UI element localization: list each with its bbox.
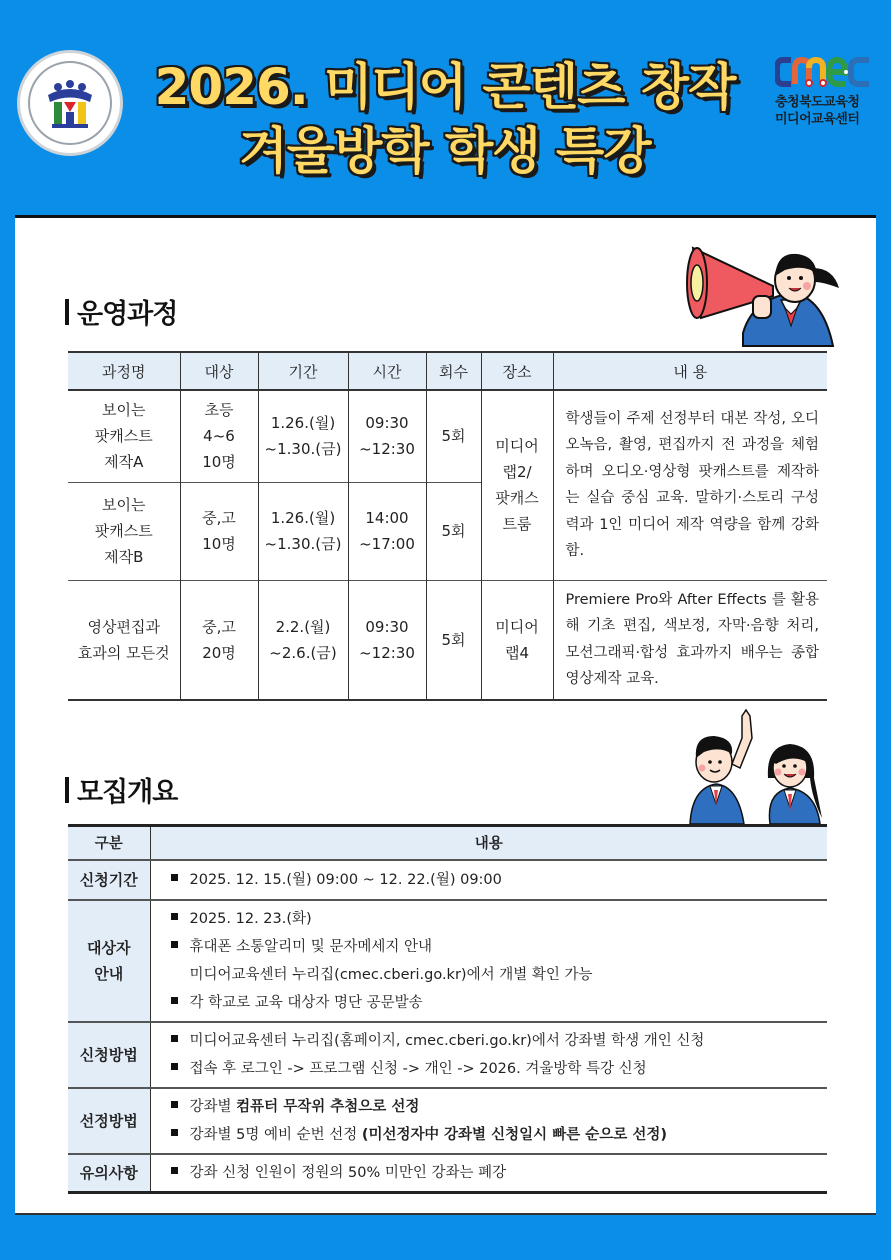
- col-place: 장소: [481, 352, 553, 390]
- course-description: 학생들이 주제 선정부터 대본 작성, 오디오녹음, 촬영, 편집까지 전 과정을 체험하며 오디오·영상형 팟캐스트를 제작하는 실습 중심 교육. 말하기·스토리 구성력과 1인 미디어 제작 역량을 함께 강화함.: [553, 390, 827, 580]
- course-count: 5회: [426, 482, 481, 580]
- course-target: 중,고 10명: [180, 482, 258, 580]
- list-item: 강좌 신청 인원이 정원의 50% 미만인 강좌는 폐강: [171, 1159, 828, 1187]
- list-item: 각 학교로 교육 대상자 명단 공문발송: [171, 989, 828, 1017]
- cmec-logo-icon: [775, 56, 873, 88]
- course-place: 미디어 랩4: [481, 580, 553, 700]
- recruitment-table: [68, 824, 827, 1194]
- col-details: 내용: [150, 826, 827, 860]
- course-target: 초등 4~6 10명: [180, 390, 258, 482]
- section-title-recruitment: 모집개요: [65, 770, 177, 809]
- bullet-icon: [171, 913, 178, 920]
- section-bar: [65, 777, 69, 803]
- row-content: [150, 860, 827, 900]
- table-row: [68, 580, 827, 700]
- course-name: 보이는 팟캐스트 제작A: [68, 390, 180, 482]
- list-item: 휴대폰 소통알리미 및 문자메세지 안내: [171, 933, 828, 961]
- org-name-line-2: 미디어교육센터: [775, 112, 860, 127]
- bullet-icon: [171, 874, 178, 881]
- course-period: 1.26.(월) ~1.30.(금): [258, 390, 348, 482]
- megaphone-girl-illustration: [673, 238, 843, 350]
- row-content: [150, 1022, 827, 1088]
- row-label: 신청기간: [68, 860, 150, 900]
- course-count: 5회: [426, 390, 481, 482]
- bullet-icon: [171, 1129, 178, 1136]
- course-period: 1.26.(월) ~1.30.(금): [258, 482, 348, 580]
- page-title: [120, 55, 770, 183]
- bullet-icon: [171, 1063, 178, 1070]
- table-row-notes: [68, 1154, 827, 1193]
- course-count: 5회: [426, 580, 481, 700]
- bullet-icon: [171, 1035, 178, 1042]
- row-label: 선정방법: [68, 1088, 150, 1154]
- list-item: 2025. 12. 23.(화): [171, 905, 828, 933]
- list-item: 강좌별 컴퓨터 무작위 추첨으로 선정: [171, 1093, 828, 1121]
- content-panel: [15, 215, 876, 1215]
- col-course-name: 과정명: [68, 352, 180, 390]
- bullet-icon: [171, 1167, 178, 1174]
- cmec-logo-block: [775, 56, 885, 128]
- title-line-2: 겨울방학 학생 특강: [239, 122, 651, 180]
- col-period: 기간: [258, 352, 348, 390]
- bullet-icon: [171, 1101, 178, 1108]
- row-label: 신청방법: [68, 1022, 150, 1088]
- courses-table: [68, 351, 827, 701]
- bullet-icon: [171, 941, 178, 948]
- section-bar: [65, 299, 69, 325]
- col-content: 내 용: [553, 352, 827, 390]
- list-item: 접속 후 로그인 -> 프로그램 신청 -> 개인 -> 2026. 겨울방학 특강 신청: [171, 1055, 828, 1083]
- table-row-selection-method: [68, 1088, 827, 1154]
- list-item: 강좌별 5명 예비 순번 선정 (미선정자中 강좌별 신청일시 빠른 순으로 선정): [171, 1121, 828, 1149]
- recruitment-table-header: [68, 826, 827, 860]
- courses-table-header: [68, 352, 827, 390]
- course-place: 미디어 랩2/ 팟캐스 트룸: [481, 390, 553, 580]
- course-name: 보이는 팟캐스트 제작B: [68, 482, 180, 580]
- table-row-application-method: [68, 1022, 827, 1088]
- students-illustration: [680, 708, 840, 824]
- institute-seal-logo: [17, 50, 123, 156]
- col-category: 구분: [68, 826, 150, 860]
- institute-emblem-icon: [42, 75, 98, 131]
- course-time: 09:30 ~12:30: [348, 390, 426, 482]
- row-label: 유의사항: [68, 1154, 150, 1193]
- table-row-selection-notice: [68, 900, 827, 1022]
- course-target: 중,고 20명: [180, 580, 258, 700]
- course-description: Premiere Pro와 After Effects 를 활용해 기초 편집, 색보정, 자막·음향 처리, 모션그래픽·합성 효과까지 배우는 종합 영상제작 교육.: [553, 580, 827, 700]
- course-name: 영상편집과 효과의 모든것: [68, 580, 180, 700]
- col-target: 대상: [180, 352, 258, 390]
- col-count: 회수: [426, 352, 481, 390]
- course-time: 14:00 ~17:00: [348, 482, 426, 580]
- course-period: 2.2.(월) ~2.6.(금): [258, 580, 348, 700]
- col-time: 시간: [348, 352, 426, 390]
- row-content: [150, 1154, 827, 1193]
- list-item: 2025. 12. 15.(월) 09:00 ~ 12. 22.(월) 09:00: [171, 866, 828, 894]
- title-line-1: 2026. 미디어 콘텐츠 창작: [154, 58, 736, 116]
- bullet-icon: [171, 997, 178, 1004]
- row-label: 대상자 안내: [68, 900, 150, 1022]
- table-row: [68, 390, 827, 482]
- header: [0, 0, 891, 215]
- org-name-line-1: 충청북도교육청: [775, 95, 860, 110]
- row-content: [150, 1088, 827, 1154]
- list-item: 미디어교육센터 누리집(홈페이지, cmec.cberi.go.kr)에서 강좌별 학생 개인 신청: [171, 1027, 828, 1055]
- table-row-application-period: [68, 860, 827, 900]
- section-title-courses: 운영과정: [65, 292, 177, 331]
- course-time: 09:30 ~12:30: [348, 580, 426, 700]
- list-item-continued: 미디어교육센터 누리집(cmec.cberi.go.kr)에서 개별 확인 가능: [189, 966, 593, 983]
- row-content: [150, 900, 827, 1022]
